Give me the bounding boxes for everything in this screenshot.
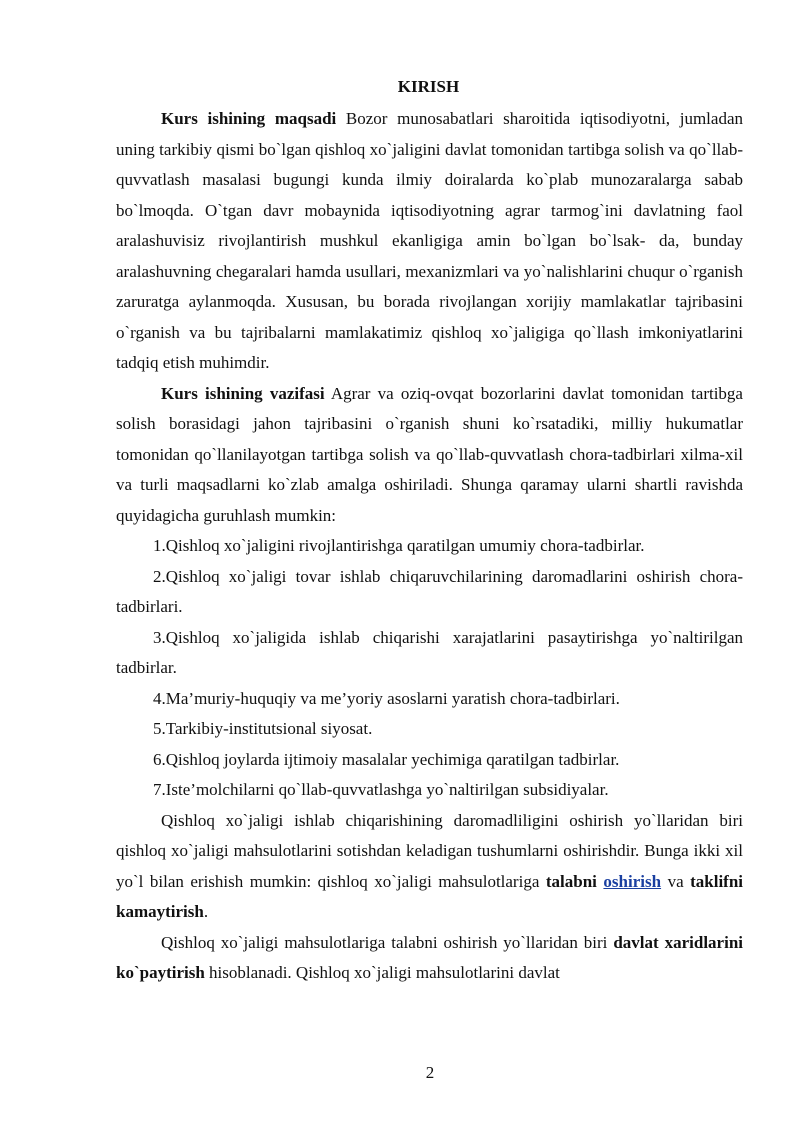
paragraph-income — [116, 806, 743, 928]
list-item: 2.Qishloq xo`jaligi tovar ishlab chiqaruvchilarining daromadlarini oshirish chora-tadbirlari. — [116, 566, 743, 616]
list-item: 7.Iste’molchilarni qo`llab-quvvatlashga yo`naltirilgan subsidiyalar. — [153, 780, 609, 799]
list-item: 6.Qishloq joylarda ijtimoiy masalalar yechimiga qaratilgan tadbirlar. — [153, 749, 620, 769]
list-item: 3.Qishloq xo`jaligida ishlab chiqarishi xarajatlarini pasaytirishga yo`naltirilgan tadbirlar. — [116, 627, 743, 677]
page-heading: KIRISH — [397, 77, 460, 96]
procurement-end: hisoblanadi. Qishloq xo`jaligi mahsulotlarini davlat — [204, 963, 560, 982]
paragraph-goal — [116, 104, 743, 379]
procurement-text: Qishloq xo`jaligi mahsulotlariga talabni oshirish yo`llaridan biri — [161, 932, 614, 952]
page-number: 2 — [425, 1063, 435, 1082]
tasks-lead: Kurs ishining vazifasi — [161, 383, 325, 403]
list-item: 4.Ma’muriy-huquqiy va me’yoriy asoslarni yaratish chora-tadbirlari. — [153, 688, 620, 708]
paragraph-tasks — [116, 379, 743, 532]
goal-lead: Kurs ishining maqsadi — [161, 109, 337, 128]
income-end: . — [203, 902, 209, 921]
income-bold-demand: talabni — [545, 871, 597, 891]
procurement-bold: davlat xaridlarini ko`paytirish — [116, 932, 743, 982]
document-body — [116, 104, 743, 989]
list-item: 5.Tarkibiy-institutsional siyosat. — [153, 719, 373, 738]
increase-link[interactable]: oshirish — [603, 871, 662, 891]
tasks-text: Agrar va oziq-ovqat bozorlarini davlat tomonidan tartibga solish borasidagi jahon tajribasini o`rganish shuni ko`rsatadiki, milliy hukumatlar tomonidan qo`llanilayotgan tartibga solish va qo`llab-quvvatlash chora-tadbirlari xilma-xil va turli maqsadlarni ko`zlab amalga oshiriladi. Shunga qaramay ularni shartli ravishda quyidagicha guruhlash mumkin: — [116, 383, 743, 525]
goal-text: Bozor munosabatlari sharoitida iqtisodiyotni, jumladan uning tarkibiy qismi bo`lgan qishloq xo`jaligini davlat tomonidan tartibga solish va qo`llab-quvvatlash masalasi bugungi kunda ilmiy doiralarda ko`plab munozaralarga sabab bo`lmoqda. O`tgan davr mobaynida iqtisodiyotning agrar tarmog`ini davlatning faol aralashuvisiz rivojlantirish mushkul ekanligiga amin bo`lgan bo`lsak- da, bunday aralashuvning chegaralari hamda usullari, mexanizmlari va yo`nalishlarini chuqur o`rganish zaruratga aylanmoqda. Xususan, bu borada rivojlangan xorijiy mamlakatlar tajribasini o`rganish va bu tajribalarni mamlakatimiz qishloq xo`jaligiga qo`llash imkoniyatlarini tadqiq etish muhimdir. — [116, 109, 743, 372]
income-mid: va — [661, 871, 691, 891]
paragraph-procurement — [116, 928, 743, 989]
list-item: 1.Qishloq xo`jaligini rivojlantirishga qaratilgan umumiy chora-tadbirlar. — [153, 536, 645, 555]
income-bold-supply: taklifni kamaytirish — [116, 871, 744, 921]
income-text: Qishloq xo`jaligi ishlab chiqarishining daromadliligini oshirish yo`llaridan biri qishloq xo`jaligi mahsulotlarini sotishdan keladigan tushumlarni oshirishdir. Bunga ikki xil yo`l bilan erishish mumkin: qishloq xo`jaligi mahsulotlariga — [116, 810, 743, 891]
